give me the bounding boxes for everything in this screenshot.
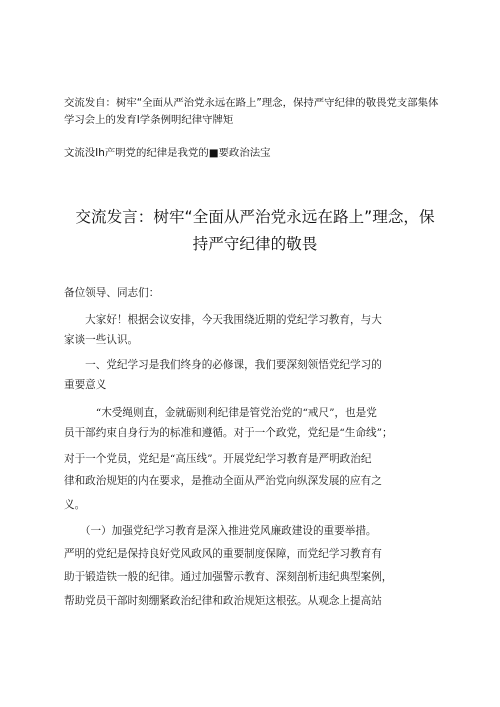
body-line: 重要意义 [64, 379, 107, 391]
body-line: “木受绳则直，金就砺则利纪律是管党治党的“戒尺”，也是党 [64, 407, 377, 419]
body-line: 大家好！根据会议安排，今天我围绕近期的党纪学习教育，与大 [64, 314, 382, 326]
body-line: 律和政治规矩的内在要求，是推动全面从严治党向纵深发展的应有之 [64, 475, 382, 487]
body-line: 员干部约束自身行为的标准和遵循。对于一个政党，党纪是“生命线”； [64, 427, 393, 439]
document-title-line-1: 交流发言：树牢“全面从严治党永远在路上”理念，保 [75, 208, 435, 226]
header-line-3: 文流没Ⅰh产明党的纪律是我党的■要政治法宝 [64, 147, 271, 159]
header-line-2: 学习会上的发育Ⅰ学条例明纪律守牌矩 [64, 114, 234, 126]
body-line: 家谈一些认识。 [64, 334, 139, 346]
header-line-1: 交流发自：树牢“全面从严治党永远在路上”理念，保持严守纪律的敬畏党支部集体 [64, 97, 439, 109]
body-line: 义。 [64, 499, 86, 511]
body-line: 对于一个党员，党纪是“高压线”。开展党纪学习教育是严明政治纪 [64, 453, 372, 465]
document-title-line-2: 持严守纪律的敬畏 [192, 235, 318, 253]
body-line: 严明的党纪是保持良好党风政风的重要制度保障，而党纪学习教育有 [64, 548, 382, 560]
body-line: 帮助党员干部时刻绷紧政治纪律和政治规矩这根弦。从观念上提高站 [64, 595, 382, 607]
body-line: 助于锻造铁一般的纪律。通过加强警示教育、深刻剖析违纪典型案例， [64, 571, 393, 583]
body-line: 一、党纪学习是我们终身的必修课，我们要深刻领悟党纪学习的 [64, 359, 382, 371]
body-line: 备位领导、同志们： [64, 287, 160, 299]
body-line: （一）加强党纪学习教育是深入推进党风廉政建设的重要举措。 [64, 525, 377, 537]
